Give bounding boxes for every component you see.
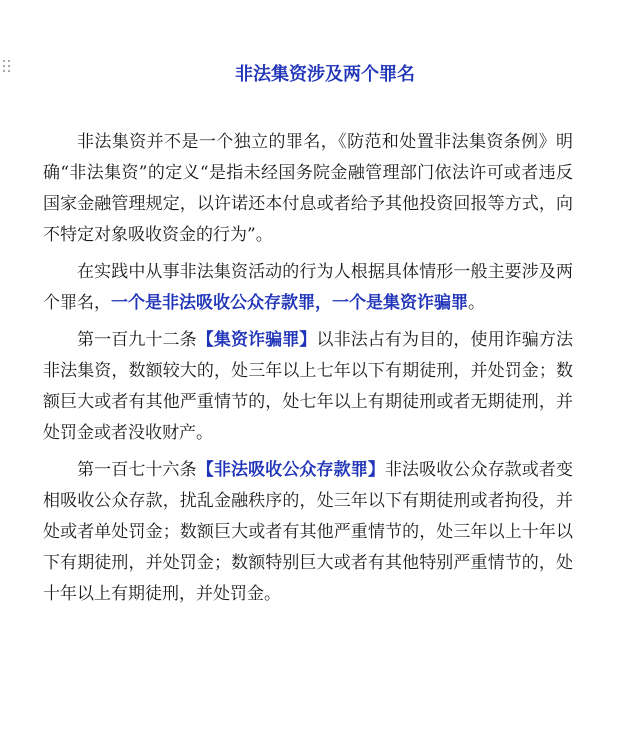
paragraph-tail: 。 <box>468 293 485 313</box>
article-number: 第一百七十六条 <box>77 460 197 480</box>
paragraph-two-charges <box>43 257 573 319</box>
article-text: 以非法占有为目的，使用诈骗方法非法集资，数额较大的，处三年以上七年以下有期徒刑，并处罚金；数额巨大或者有其他严重情节的，处七年以上有期徒刑或者无期徒刑，并处罚金或者没收财产。 <box>43 330 573 443</box>
paragraph-text: 在实践中从事非法集资活动的行为人根据具体情形一般主要涉及两个罪名， <box>43 262 573 313</box>
document-body <box>43 127 573 610</box>
article-text: 非法吸收公众存款或者变相吸收公众存款，扰乱金融秩序的，处三年以下有期徒刑或者拘役，并处或者单处罚金；数额巨大或者有其他严重情节的，处三年以上十年以下有期徒刑，并处罚金；数额特别巨大或者有其他特别严重情节的，处十年以上有期徒刑，并处罚金。 <box>43 460 574 604</box>
page-title: 非法集资涉及两个罪名 <box>235 64 415 85</box>
highlighted-charges: 一个是非法吸收公众存款罪，一个是集资诈骗罪 <box>111 293 468 313</box>
paragraph-article-176 <box>43 455 573 610</box>
article-number: 第一百九十二条 <box>77 330 197 350</box>
charge-name-illegal-deposits: 【非法吸收公众存款罪】 <box>196 460 385 480</box>
charge-name-fraud: 【集资诈骗罪】 <box>196 330 317 350</box>
paragraph-article-192 <box>43 325 573 449</box>
paragraph-definition <box>43 127 573 251</box>
paragraph-text: 非法集资并不是一个独立的罪名，《防范和处置非法集资条例》明确“非法集资”的定义“是指未经国务院金融管理部门依法许可或者违反国家金融管理规定，以许诺还本付息或者给予其他投资回报等方式，向不特定对象吸收资金的行为”。 <box>43 132 573 245</box>
